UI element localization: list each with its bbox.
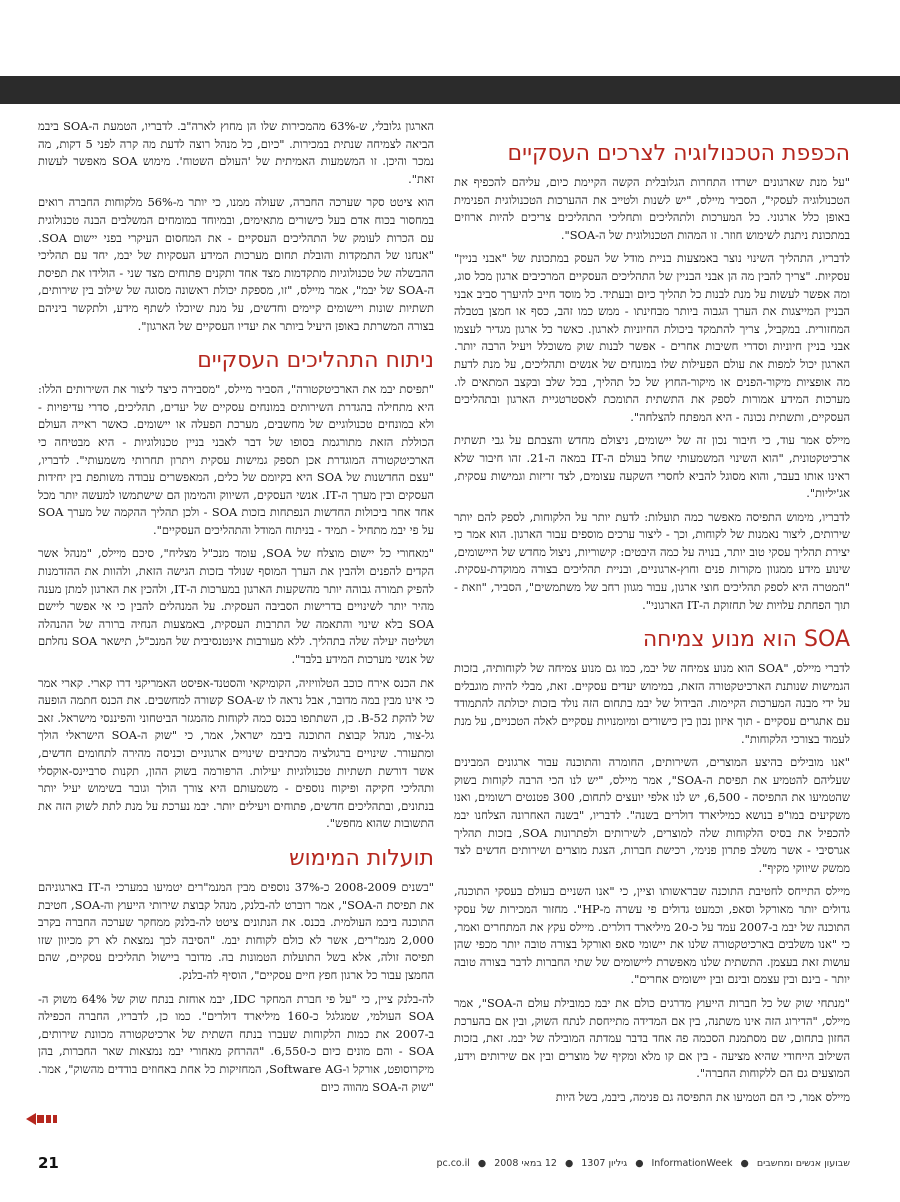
publication-name: InformationWeek xyxy=(651,1157,733,1169)
body-paragraph: הארגון גלובלי, ש-63% מהמכירות שלו הן מחוץ לארה"ב. לדבריו, הטמעת ה-SOA ביבמ הביאה לצמיחה שנתית במכירות. "כיום, כל מנהל רוצה לדעת מה קרה לפני 5 דקות, מה נמכר והיכן. זו המשמעות האמיתית של 'העולם השטוח'. מימוש SOA מאפשר לעשות זאת". xyxy=(38,119,434,186)
issue-number: גיליון 1307 xyxy=(581,1157,628,1169)
folio-number xyxy=(38,1154,59,1172)
body-paragraph: "תפיסת יבמ את הארכיטקטורה", הסביר מיילס, "מסבירה כיצד ליצור את השירותים הללו: היא מתחילה בהגדרת השירותים במונחים עסקיים של יעדים, תהליכים, סדרי עדיפויות - ולא במונחים טכנולוגיים של מחשבים, מערכת הפעלה או יישומים. כאשר ראייה העולם הכוללת הזאת מתורגמת בסופו של דבר לאבני בניין טכנולוגיות - היא מבטיחה כי הארכיטקטורה המוגדרת אכן תספק גמישות עסקית ויתרון תחרותי משמעותי". לדבריו, "עצם החדשנות של SOA היא בקיומם של כלים, המאפשרים עבודה משותפת בין יחידות העסקים ובין מערך ה-IT. אנשי העסקים, השיווק והמימון הם שישתמשו למעשה יותר מכל אחד אחר ביכולות החדשות הנפתחות בזכות SOA - ולכן תהליך ההקמה של מערך SOA על פי יבמ מתחיל - תמיד - בניתוח המודל והתהליכים העסקיים". xyxy=(38,382,434,537)
website: pc.co.il xyxy=(436,1157,470,1169)
section-heading: SOA הוא מנוע צמיחה xyxy=(642,627,850,653)
section-heading: ניתוח התהליכים העסקיים xyxy=(197,348,434,374)
folio-text: שבועון אנשים ומחשבים ● InformationWeek ● גיליון 1307 ● 12 במאי 2008 ● pc.co.il xyxy=(436,1157,850,1169)
body-paragraph: לדבריו, התהליך השינוי נוצר באמצעות בניית מודל של העסק במתכונת של "אבני בניין" עסקיות. "צריך להבין מה הן אבני הבניין של התהליכים העסקיים המרכיבים ארגון מכל סוג, ומה אפשר לעשות על מנת לבנות כל תהליך כיום ובעתיד. כל מוסד חייב להיערך סביב אבני הבניין המייצגות את הערך הגבוה ביותר מבחינתו - ממש כמו זהב, כסף או חמצן בטבלה המחזורית. במקביל, צריך להתמקד ביכולת החיוניות לארגון. כאשר כל ארגון מגדיר לעצמו אבני בניין חיוניות וסדרי חשיבות אחרים - אפשר לבנות שוק משוכלל ויעיל הרבה יותר. הארגון יכול למפות את עולם הפעילות שלו במונחים של אנשים ותהליכים, על מנת לדעת מה אופציות מיקור-הפנים או מיקור-החוץ של כל תהליך, בכל שלב ובקצב המתאים לו. מערכות המידע אמורות לספק את התשתית התומכת לאסטרטגיית הארגון ובתהליכים העסקיים, ותשתית נכונה - היא המפתח להצלחה". xyxy=(454,251,850,424)
body-paragraph: מיילס התייחס לחטיבת התוכנה שבראשותו וציין, כי "אנו השניים בעולם בעסקי התוכנה, גדולים יותר מאורקל וסאפ, וכמעט גדולים פי עשרה מ-HP". מחזור המכירות של עסקי התוכנה של יבמ ב-2007 עמד על כ-20 מיליארד דולרים. מיילס עקץ את המתחרים ואמר, כי "אנו משלבים בארכיטקטורה שלנו את יישומי סאפ ואורקל בצורה טובה יותר מכפי שהן עושות זאת בעצמן. התשתית שלנו מאפשרת ליישומים של שתי החברות לדבר בצורה טובה יותר - בינם ובין עצמם ובינם ובין יישומים אחרים". xyxy=(454,884,850,987)
issue-date: 12 במאי 2008 xyxy=(494,1157,557,1169)
body-paragraph: לה-בלנק ציין, כי "על פי חברת המחקר IDC, יבמ אוחזת בנתח שוק של 64% משוק ה-SOA העולמי, שמגלגל כ-160 מיליארד דולרים". כמו כן, לדבריו, החברה הכפילה ב-2007 את כמות הלקוחות שעברו בנתח השתית של ארכיטקטורה מכוונת שירותים, SOA - והם מונים כיום כ-6,550. "ההרחק מאחורי יבמ נמצאות שאר החברות, בהן מיקרוסופט, אורקל ו-Software AG, המחזיקות כל אחת באחוזים בודדים מהשוק", אמר. "שוק ה-SOA מהווה כיום xyxy=(38,991,434,1094)
body-paragraph: את הכנס אירח כוכב הטלוויזיה, הקומיקאי והסטנד-אפיסט האמריקני דרו קארי. קארי אמר כי אינו מבין במה מדובר, אבל נראה לו ש-SOA קשורה למחשבים. את הכנס חתמה הופעה של להקת B-52. כן, השתתפו בכנס כמה לקוחות מהמגזר הביטחוני והפיננסי מישראל. זאב גל-צור, מנהל קבוצת התוכנה ביבמ ישראל, אמר, כי "שוק ה-SOA הישראלי הולך ומתעורר. שינויים ברגולציה מכתיבים שינויים ארגוניים וכניסה מהירה לתחומים חדשים, אשר דורשת תשתיות טכנולוגיות יעילות. הרפורמה בשוק ההון, תקנות סרביינס-אוקסלי ותהליכי חקיקה ופיקוח נוספים - משמעותם היא צורך הולך וגובר בשימוש יעיל יותר בנתונים, ובתהליכים חדשים, פתוחים ויעילים יותר. יבמ נערכת על מנת לתת לשוק הזה את התשובות שהוא מחפש". xyxy=(38,675,434,831)
section-heading: הכפפת הטכנולוגיה לצרכים העסקיים xyxy=(507,141,850,166)
page-number: 21 xyxy=(38,1154,59,1172)
body-paragraph: הוא ציטט סקר שערכה החברה, שעולה ממנו, כי יותר מ-56% מלקוחות החברה רואים במחסור בכוח אדם בעל כישורים מתאימים, ובמיוחד במומחים המשלבים הבנה טכנולוגית עם הכרות לעומק של התהליכים העסקיים - את המחסום העיקרי בפני יישום SOA. "אנחנו של התמקדות והובלת תחום מערכות המידע העסקיות של יבמ, יחד עם תהליכי ההבשלה של טכנולוגיות מתקדמות מצד אחד ותקנים פתוחים מצד שני - הולידו את תפיסת ה-SOA של יבמ", אמר מיילס, "זו, מספקת יכולת ראשונה מסוגה של שילוב בין שירותים, תשתיות שונות ויישומים קיימים וחדשים, על מנת שיוכלו לשתף מידע, ולתקשר ביניהם בצורה המשרתת באופן היעיל ביותר את יעדיו העסקיים של הארגון". xyxy=(38,195,434,333)
body-paragraph: "מנתחי שוק של כל חברות הייעוץ מדרגים כולם את יבמ כמובילת עולם ה-SOA", אמר מיילס, "הדירוג הזה אינו משתנה, בין אם המדידה מתייחסת לנתח השוק, ובין אם בהערכת החזון בתחום, שם מסתמנת הסכמה פה אחד בדבר עמדתה המובילה של יבמ. זאת, בזכות השילוב הייחודי שהיא מציעה - בין אם קו מלא ומקיף של מוצרים ובין אם שירותים וידע, המוצעים גם הם ללקוחות החברה". xyxy=(454,995,850,1081)
section-heading: תועלות המימוש xyxy=(289,845,434,871)
left-column xyxy=(38,118,434,1138)
body-paragraph: "מאחורי כל יישום מוצלח של SOA, עומד מנכ"ל מצליח", סיכם מיילס, "מנהל אשר הקדים להפנים ולהבין את הערך המוסף שנולד בזכות הגישה הזאת, ולהוות את ההזדמנות להפיק תמורה גבוהה יותר מהשקעות הארגון במערכות ה-IT, ולהכין את הארגון למתן מענה מהיר יותר לשינויים בדרישות הסביבה העסקית. על המנהלים להבין כי אי אפשר ליישם SOA בלא שינוי והתאמה של התרבות העסקית, באמצעות הנחיה ברורה של ההנהלה ושליטה יעילה שלה בתהליך. ללא מעורבות אינטנסיבית של המנכ"ל, תישאר SOA נחלתם של אנשי מערכות המידע בלבד". xyxy=(38,546,434,667)
body-paragraph: לדבריו, מימוש התפיסה מאפשר כמה תועלות: לדעת יותר על הלקוחות, לספק להם יותר שירותים, ליצור נאמנות של לקוחות, וכך - ליצור ערכים מוספים עבור הארגון. הוא אמר כי יצירת תהליך עסקי טוב יותר, בנויה על כמה היבטים: קישוריות, ניצול מחדש של היישומים, שינוע מידע ממגוון מקורות פנים וחוץ-ארגוניים, ובניית תהליכים בצורה ממוקדת-עסקית. "המטרה היא לספק תהליכים חוצי ארגון, עבור מגוון רחב של משתמשים", הסביר, "וזאת - תוך הפחתת עלויות של תחזוקת ה-IT הארגוני". xyxy=(454,509,850,612)
body-paragraph: "אנו מובילים בהיצע המוצרים, השירותים, החומרה והתוכנה עבור ארגונים המבינים שעליהם להטמיע את תפיסת ה-SOA", אמר מיילס, "יש לנו הכי הרבה לקוחות בשוק שהטמיעו את התפיסה - 6,500, יש לנו אלפי יועצים לתחום, 300 פטנטים רשומים, ואנו משקיעים במו"פ בנושא כמיליארד דולרים בשנה". לדבריו, "בשנה האחרונה הצלחנו יבמ להכפיל את בסיס הלקוחות שלה למוצרים, לשירותים ולפתרונות SOA, בזכות תהליך אגרסיבי - אשר משלב פתרון פנימי, רכישת חברות, הצגת מוצרים ושירותים חדשים לצד ממשק שיווקי מקיף". xyxy=(454,755,850,875)
body-paragraph: מיילס אמר עוד, כי חיבור נכון זה של יישומים, ניצולם מחדש והצבתם על גבי תשתית ארכיטקטונית, "הוא השינוי המשמעותי שחל בעולם ה-IT במאה ה-21. זהו חיבור שלא ראינו אותו בעבר, והוא מסוגל להביא לחסרי השקעה עצומים, לצד זריזות וגמישות עסקית, אג'יליות". xyxy=(454,433,850,501)
continue-arrow-icon xyxy=(26,1112,60,1126)
page-footer xyxy=(38,1152,850,1174)
article-body xyxy=(38,118,850,1138)
header-band xyxy=(0,76,900,104)
body-paragraph: לדברי מיילס, "SOA הוא מנוע צמיחה של יבמ, כמו גם מנוע צמיחה של לקוחותיה, בזכות הגמישות שנותנת הארכיטקטורה הזאת, במימוש יעדים עסקיים. זאת, מבלי להיות מוגבלים על ידי מבנה המערכות הקיימות. הבידול של יבמ בתחום הזה נולד בזכות יכולתה להתמודד עם אתגרים עסקיים - תוך איזון נכון בין כישורים ומיומנויות עסקיים לאלה הטכניים, על מנת לעמוד בצורכי הלקוחות". xyxy=(454,661,850,746)
right-column xyxy=(454,118,850,1138)
body-paragraph: מיילס אמר, כי הם הטמיעו את התפיסה גם פנימה, ביבמ, בשל היות xyxy=(555,1089,850,1104)
body-paragraph: "על מנת שארגונים ישרדו התחרות הגלובלית הקשה הקיימת כיום, עליהם להכפיף את הטכנולוגיה לעסקי", הסביר מיילס, "יש לשנות ולטייב את ההערכות הטכנולוגית הפנימית באופן כלל ארגוני. כל המערכות ולתהליכים ותחליכי התהליכים צריכים להיות ארוזים במתכונת ניתנת לשימוש חוזר. זו המהות הטכנולוגית של ה-SOA". xyxy=(454,175,850,242)
body-paragraph: "בשנים 2008-2009 כ-37% נוספים מבין המנמ"רים יטמיעו במערכי ה-IT בארגוניהם את תפיסת ה-SOA", אמר רוברט לה-בלנק, מנהל קבוצת שירותי הייעוץ וה-SOA, חטיבת התוכנה ביבמ העולמית. בכנס. את הנתונים ציטט לה-בלנק ממחקר שערכה החברה בקרב 2,000 מנמ"רים, אשר לא כולם לקוחות יבמ. "הסיבה לכך נמצאת לא רק מכיוון שזו תפיסה זולה, אלא בשל התועלות הטמונות בה. מדובר ביישול תהליכים עסקיים, שהם החמצן עבור כל ארגון חפץ חיים עסקיים", הוסיף לה-בלנק. xyxy=(38,879,434,982)
publication-weekly: שבועון אנשים ומחשבים xyxy=(756,1157,850,1169)
